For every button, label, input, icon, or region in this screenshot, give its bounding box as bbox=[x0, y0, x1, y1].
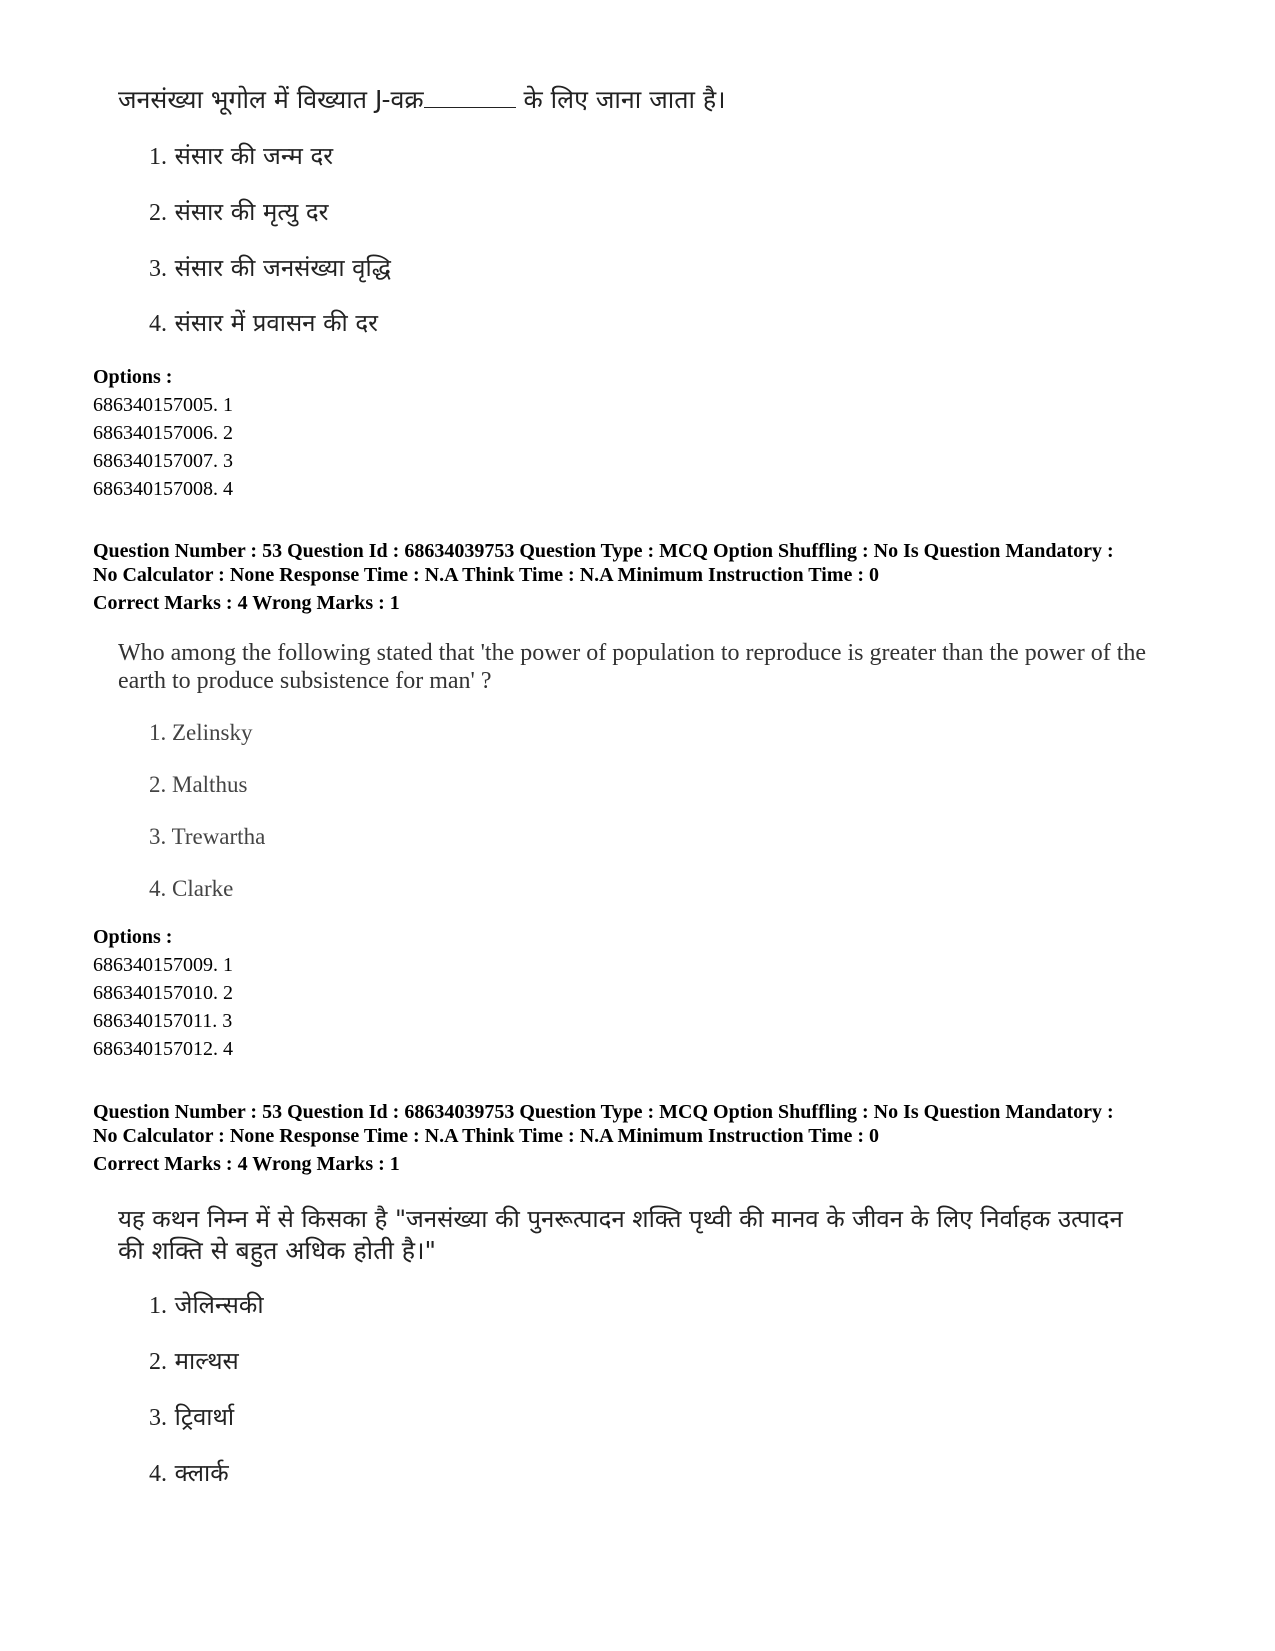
option-id: 686340157006. 2 bbox=[93, 422, 233, 444]
choice-3 bbox=[149, 822, 265, 852]
question-meta-line2: No Calculator : None Response Time : N.A Think Time : N.A Minimum Instruction Time : 0 bbox=[93, 564, 879, 586]
choice-1 bbox=[149, 141, 333, 172]
choice-text: क्लार्क bbox=[174, 1459, 229, 1487]
choice-2 bbox=[149, 1346, 239, 1377]
choice-text: माल्थस bbox=[174, 1347, 239, 1375]
choice-number: 1. bbox=[149, 720, 167, 745]
choice-text: संसार की जन्म दर bbox=[174, 142, 334, 170]
choice-1 bbox=[149, 718, 253, 748]
options-label: Options : bbox=[93, 366, 173, 388]
choice-text: संसार की मृत्यु दर bbox=[174, 198, 329, 226]
choice-number: 1. bbox=[149, 144, 167, 170]
marks-info: Correct Marks : 4 Wrong Marks : 1 bbox=[93, 592, 400, 614]
choice-4 bbox=[149, 308, 378, 339]
question-meta-line1: Question Number : 53 Question Id : 68634039753 Question Type : MCQ Option Shuffling : No Is Question Mandatory : bbox=[93, 540, 1114, 562]
choice-number: 4. bbox=[149, 876, 167, 901]
question-text-hindi-line1: यह कथन निम्न में से किसका है "जनसंख्या की पुनरूत्पादन शक्ति पृथ्वी की मानव के जीवन के लिए निर्वाहक उत्पादन bbox=[118, 1205, 1123, 1233]
choice-number: 3. bbox=[149, 1405, 167, 1431]
choice-number: 3. bbox=[149, 256, 167, 282]
choice-3 bbox=[149, 1402, 234, 1433]
option-id: 686340157012. 4 bbox=[93, 1038, 233, 1060]
choice-number: 2. bbox=[149, 1349, 167, 1375]
option-id: 686340157008. 4 bbox=[93, 478, 233, 500]
choice-number: 3. bbox=[149, 824, 167, 849]
question-text-english-line1: Who among the following stated that 'the power of population to reproduce is greater than the power of the bbox=[118, 640, 1147, 666]
choice-text: Trewartha bbox=[171, 824, 266, 849]
choice-number: 2. bbox=[149, 200, 167, 226]
choice-text: संसार की जनसंख्या वृद्धि bbox=[174, 254, 391, 282]
option-id: 686340157005. 1 bbox=[93, 394, 233, 416]
option-id: 686340157007. 3 bbox=[93, 450, 233, 472]
choice-number: 4. bbox=[149, 1461, 167, 1487]
choice-text: ट्रिवार्था bbox=[174, 1403, 235, 1431]
choice-text: जेलिन्सकी bbox=[174, 1291, 264, 1319]
choice-text: Malthus bbox=[172, 772, 248, 797]
option-id: 686340157011. 3 bbox=[93, 1010, 233, 1032]
question-meta-line1: Question Number : 53 Question Id : 68634039753 Question Type : MCQ Option Shuffling : No Is Question Mandatory : bbox=[93, 1101, 1114, 1123]
choice-number: 2. bbox=[149, 772, 167, 797]
question-text-english-line2: earth to produce subsistence for man' ? bbox=[118, 668, 492, 694]
choice-4 bbox=[149, 874, 233, 904]
marks-info: Correct Marks : 4 Wrong Marks : 1 bbox=[93, 1153, 400, 1175]
question-text-hindi-line2: की शक्ति से बहुत अधिक होती है।" bbox=[118, 1236, 437, 1265]
question-text-part1: जनसंख्या भूगोल में विख्यात J-वक्र bbox=[118, 85, 424, 114]
choice-number: 4. bbox=[149, 311, 167, 337]
options-label: Options : bbox=[93, 926, 173, 948]
choice-1 bbox=[149, 1290, 264, 1321]
choice-text: संसार में प्रवासन की दर bbox=[174, 309, 378, 337]
choice-number: 1. bbox=[149, 1293, 167, 1319]
answer-blank bbox=[424, 85, 516, 108]
choice-2 bbox=[149, 197, 328, 228]
question-meta-line2: No Calculator : None Response Time : N.A Think Time : N.A Minimum Instruction Time : 0 bbox=[93, 1125, 879, 1147]
question-text-hindi-jcurve bbox=[118, 84, 1178, 116]
choice-3 bbox=[149, 253, 391, 284]
choice-text: Clarke bbox=[172, 876, 234, 901]
choice-text: Zelinsky bbox=[172, 720, 253, 745]
option-id: 686340157010. 2 bbox=[93, 982, 233, 1004]
choice-2 bbox=[149, 770, 247, 800]
question-text-part2: के लिए जाना जाता है। bbox=[515, 85, 726, 114]
option-id: 686340157009. 1 bbox=[93, 954, 233, 976]
choice-4 bbox=[149, 1458, 229, 1489]
